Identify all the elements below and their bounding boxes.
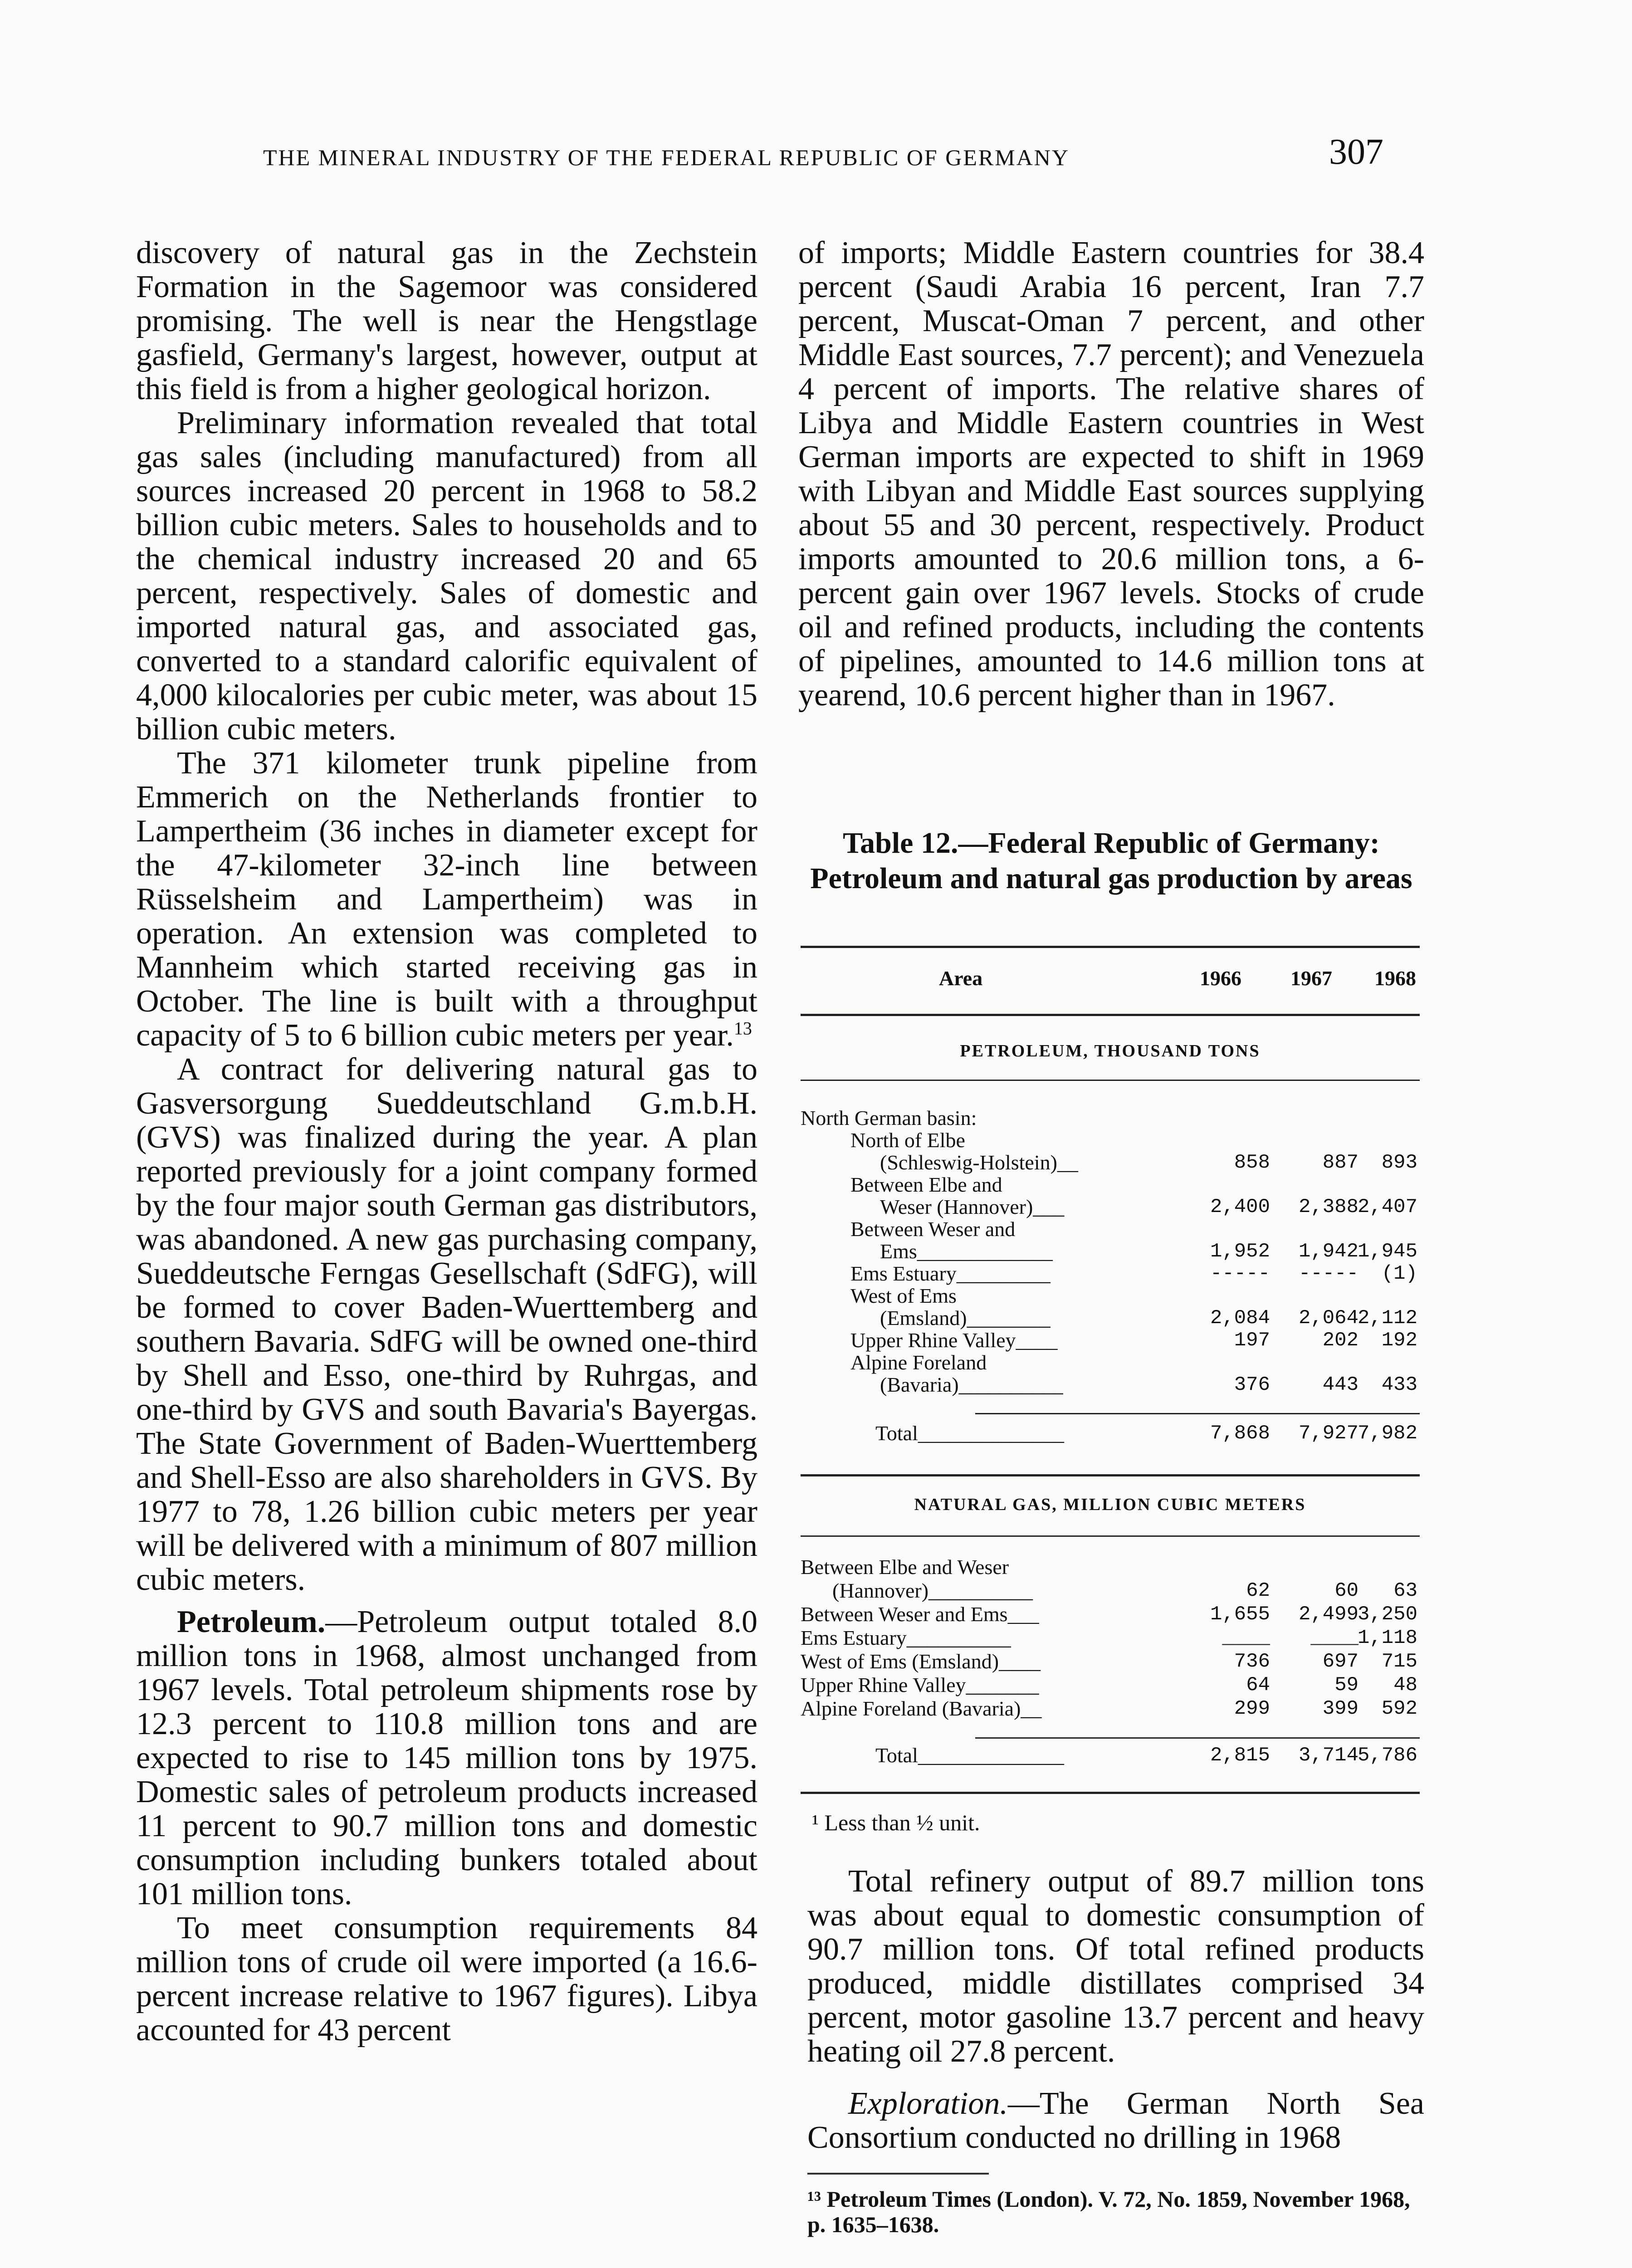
table-row (801, 1650, 1420, 1673)
row-label: Between Weser and Ems___ (801, 1603, 1039, 1626)
row-value: 887 (1322, 1151, 1358, 1174)
row-value: 59 (1334, 1674, 1358, 1696)
paragraph: Exploration.—The German North Sea Consortium conducted no drilling in 1968 (807, 2086, 1424, 2155)
row-value: 2,388 (1298, 1196, 1358, 1218)
row-value: 893 (1381, 1151, 1417, 1174)
table-rule (801, 1474, 1420, 1476)
row-value: 197 (1234, 1329, 1270, 1352)
row-value: 592 (1381, 1697, 1417, 1720)
table-caption: Table 12.—Federal Republic of Germany: Petroleum and natural gas production by areas (810, 826, 1412, 895)
row-value: 2,400 (1210, 1196, 1270, 1218)
row-value: 62 (1246, 1579, 1270, 1602)
row-value: 376 (1234, 1374, 1270, 1396)
row-value: ----- (1298, 1262, 1358, 1285)
table-row (801, 1627, 1420, 1649)
row-value: 2,407 (1357, 1196, 1417, 1218)
table-row (801, 1285, 1420, 1307)
row-label: Alpine Foreland (850, 1351, 987, 1374)
table-rule (801, 1792, 1420, 1794)
row-value: 48 (1393, 1674, 1417, 1696)
row-label: Between Elbe and Weser (801, 1555, 1009, 1579)
row-value: ____ (1222, 1627, 1270, 1649)
paragraph: Petroleum.—Petroleum output totaled 8.0 million tons in 1968, almost unchanged from 1967 levels. Total petroleum shipments rose by 12.3 percent to 110.8 million tons and are expected to rise to 145 million tons by 1975. Domestic sales of petroleum products increased 11 percent to 90.7 million tons and domestic consumption including bunkers totaled about 101 million tons. (136, 1604, 757, 1911)
run-in-heading: Petroleum. (177, 1604, 326, 1639)
table-row-total: Total______________ 2,815 3,714 5,786 (875, 1744, 1417, 1767)
row-value: ----- (1210, 1262, 1270, 1285)
table-row (801, 1107, 1420, 1129)
paragraph: A contract for delivering natural gas to Gasversorgung Sueddeutschland G.m.b.H. (GVS) was finalized during the year. A plan reported previously for a joint company formed by the four major south German gas distributors, was abandoned. A new gas purchasing company, Sueddeutsche Ferngas Gesellschaft (SdFG), will be formed to cover Baden-Wuerttemberg and southern Bavaria. SdFG will be owned one-third by Shell and Esso, one-third by Ruhrgas, and one-third by GVS and south Bavaria's Bayergas. The State Government of Baden-Wuerttemberg and Shell-Esso are also shareholders in GVS. By 1977 to 78, 1.26 billion cubic meters per year will be delivered with a minimum of 807 million cubic meters. (136, 1052, 757, 1597)
header-1966: 1966 (1200, 967, 1241, 990)
table-row (801, 1151, 1420, 1174)
row-label: West of Ems (Emsland)____ (801, 1650, 1041, 1673)
row-value: 63 (1393, 1579, 1417, 1602)
table-row (801, 1196, 1420, 1218)
table-row (801, 1579, 1420, 1602)
table-row (801, 1262, 1420, 1285)
row-label: Weser (Hannover)___ (880, 1195, 1065, 1218)
row-value: 736 (1234, 1650, 1270, 1673)
table-row (801, 1307, 1420, 1330)
row-label: Alpine Foreland (Bavaria)__ (801, 1697, 1042, 1720)
row-value: 1,655 (1210, 1603, 1270, 1626)
table-row (801, 1240, 1420, 1263)
row-value: 1,942 (1298, 1240, 1358, 1263)
paragraph: discovery of natural gas in the Zechstein Formation in the Sagemoor was considered promising. The well is near the Hengstlage gasfield, Germany's largest, however, output at this field is from a higher geological horizon. (136, 235, 757, 406)
run-in-heading: Exploration. (848, 2086, 1008, 2121)
table-row-total: Total______________ 7,868 7,927 7,982 (875, 1422, 1417, 1445)
paragraph: Preliminary information revealed that total gas sales (including manufactured) from all sources increased 20 percent in 1968 to 58.2 billion cubic meters. Sales to households and to the chemical industry increased 20 and 65 percent, respectively. Sales of domestic and imported natural gas, and associated gas, converted to a standard calorific equivalent of 4,000 kilocalories per cubic meter, was about 15 billion cubic meters. (136, 406, 757, 747)
row-value: 433 (1381, 1374, 1417, 1396)
row-label: Upper Rhine Valley_______ (801, 1673, 1039, 1696)
table-row (801, 1374, 1420, 1396)
row-value: 2,064 (1298, 1307, 1358, 1330)
footnote-13: ¹³ Petroleum Times (London). V. 72, No. 1859, November 1968, p. 1635–1638. (807, 2186, 1410, 2237)
header-1967: 1967 (1290, 967, 1332, 990)
table-rule (801, 1535, 1420, 1537)
row-label: Ems Estuary_________ (850, 1262, 1051, 1285)
row-value: 60 (1334, 1579, 1358, 1602)
right-column-top (798, 236, 1424, 712)
row-label: (Bavaria)__________ (880, 1373, 1063, 1396)
paragraph: The 371 kilometer trunk pipeline from Emmerich on the Netherlands frontier to Lampertheim (36 inches in diameter except for the 47-kilometer 32-inch line between Rüsselsheim and Lampertheim) was in operation. An extension was completed to Mannheim which started receiving gas in October. The line is built with a throughput capacity of 5 to 6 billion cubic meters per year.$^{13}$ (136, 746, 757, 1053)
row-value: 64 (1246, 1674, 1270, 1696)
row-value: 2,499 (1298, 1603, 1358, 1626)
table-row (801, 1556, 1420, 1579)
table-row (801, 1218, 1420, 1241)
row-value: 2,084 (1210, 1307, 1270, 1330)
row-value: 192 (1381, 1329, 1417, 1352)
row-label: Between Elbe and (850, 1173, 1002, 1196)
header-1968: 1968 (1374, 967, 1416, 990)
row-value: ____ (1310, 1627, 1358, 1649)
row-value: 3,250 (1357, 1603, 1417, 1626)
row-value: 299 (1234, 1697, 1270, 1720)
table-row (801, 1603, 1420, 1626)
row-label: Upper Rhine Valley____ (850, 1329, 1058, 1352)
paragraph: To meet consumption requirements 84 million tons of crude oil were imported (a 16.6-percent increase relative to 1967 figures). Libya accounted for 43 percent (136, 1911, 757, 2048)
footnote-rule (807, 2173, 989, 2175)
header-area: Area (939, 967, 983, 990)
table-rule (801, 1014, 1420, 1016)
right-column-bottom (807, 1864, 1424, 2155)
row-label: North of Elbe (850, 1129, 965, 1152)
row-value: (1) (1381, 1262, 1417, 1285)
table-rule (801, 946, 1420, 948)
page-number: 307 (1329, 132, 1383, 172)
row-value: 443 (1322, 1374, 1358, 1396)
table-row (801, 1173, 1420, 1196)
row-value: 1,118 (1357, 1627, 1417, 1649)
table-rule (801, 1080, 1420, 1081)
section-heading-petroleum: PETROLEUM, THOUSAND TONS (960, 1041, 1261, 1061)
footnote-ref: 13 (733, 1018, 752, 1039)
row-value: 399 (1322, 1697, 1358, 1720)
table-row (801, 1329, 1420, 1352)
row-value: 202 (1322, 1329, 1358, 1352)
row-label: North German basin: (801, 1106, 977, 1129)
paragraph: of imports; Middle Eastern countries for 38.4 percent (Saudi Arabia 16 percent, Iran 7.7 percent, Muscat-Oman 7 percent, and other Middle East sources, 7.7 percent); and Venezuela 4 percent of imports. The relative shares of Libya and Middle Eastern countries in West German imports are expected to shift in 1969 with Libyan and Middle East sources supplying about 55 and 30 percent, respectively. Product imports amounted to 20.6 million tons, a 6-percent gain over 1967 levels. Stocks of crude oil and refined products, including the contents of pipelines, amounted to 14.6 million tons at yearend, 10.6 percent higher than in 1967. (798, 235, 1424, 713)
row-value: 2,112 (1357, 1307, 1417, 1330)
row-label: Between Weser and (850, 1217, 1016, 1241)
table-row (801, 1351, 1420, 1374)
row-value: 1,952 (1210, 1240, 1270, 1263)
table-row (801, 1674, 1420, 1696)
total-rule (975, 1413, 1420, 1414)
row-value: 858 (1234, 1151, 1270, 1174)
row-label: (Emsland)________ (880, 1306, 1051, 1330)
row-label: West of Ems (850, 1284, 957, 1307)
total-rule (975, 1737, 1420, 1739)
row-value: 1,945 (1357, 1240, 1417, 1263)
table-footnote: ¹ Less than ½ unit. (812, 1810, 980, 1835)
left-column (136, 236, 757, 2047)
row-label: Ems Estuary__________ (801, 1626, 1011, 1649)
running-header: THE MINERAL INDUSTRY OF THE FEDERAL REPUBLIC OF GERMANY (263, 145, 1070, 170)
table-row (801, 1129, 1420, 1152)
row-value: 715 (1381, 1650, 1417, 1673)
row-label: (Hannover)__________ (832, 1579, 1033, 1602)
paragraph: Total refinery output of 89.7 million tons was about equal to domestic consumption of 90.7 million tons. Of total refined products produced, middle distillates comprised 34 percent, motor gasoline 13.7 percent and heavy heating oil 27.8 percent. (807, 1864, 1424, 2069)
row-value: 697 (1322, 1650, 1358, 1673)
row-label: (Schleswig-Holstein)__ (880, 1151, 1078, 1174)
section-heading-gas: NATURAL GAS, MILLION CUBIC METERS (914, 1495, 1306, 1514)
table-row (801, 1697, 1420, 1720)
row-label: Ems_____________ (880, 1240, 1053, 1263)
